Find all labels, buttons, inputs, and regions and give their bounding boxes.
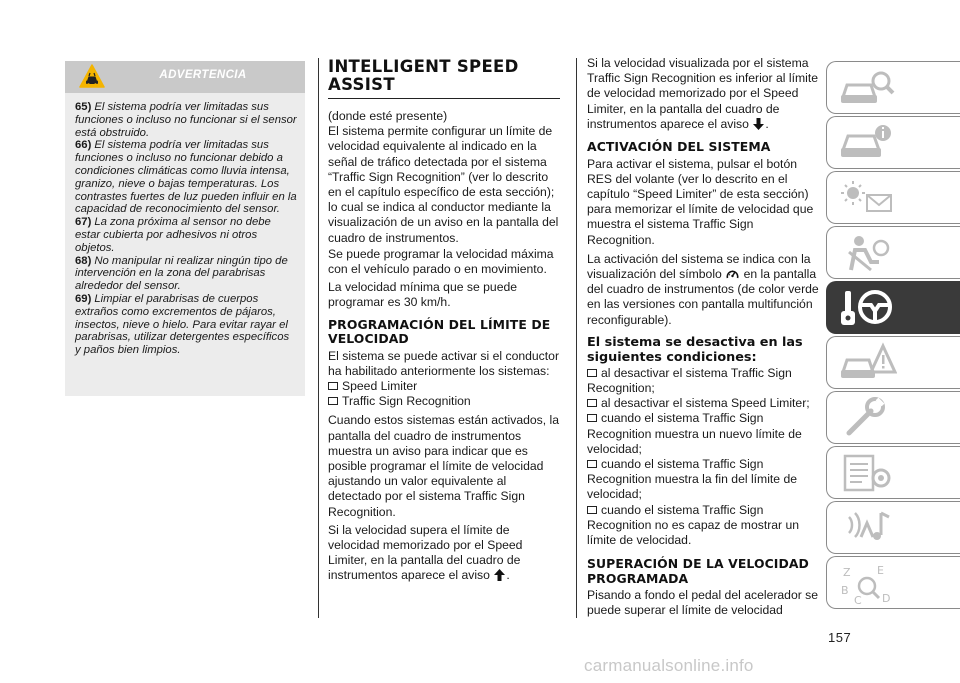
alphabetical-index-icon bbox=[837, 562, 897, 606]
warning-title: ADVERTENCIA bbox=[159, 69, 247, 81]
paragraph: Para activar el sistema, pulsar el botón RES del volante (ver lo descrito en el capítulo “Speed Limiter” de esta sección) para memorizar el límite de velocidad que muestra el sistema Traffic Sign Recognition. bbox=[587, 156, 814, 247]
paragraph: La velocidad mínima que se puede programar es 30 km/h. bbox=[328, 280, 518, 310]
warning-notes bbox=[65, 93, 305, 396]
list-item: Traffic Sign Recognition bbox=[328, 394, 560, 409]
paragraph: Pisando a fondo el pedal del acelerador se puede superar el límite de velocidad bbox=[587, 588, 819, 618]
title-underline bbox=[328, 98, 560, 99]
heading-superacion: SUPERACIÓN DE LA VELOCIDAD PROGRAMADA bbox=[587, 556, 809, 586]
heading-programacion: PROGRAMACIÓN DEL LÍMITE DE VELOCIDAD bbox=[328, 316, 551, 347]
key-steering-wheel-icon bbox=[837, 287, 897, 329]
warning-note: 67) La zona próxima al sensor no debe estar cubierta por adhesivos ni otros objetos. bbox=[75, 216, 271, 254]
list-item: cuando el sistema Traffic Sign Recognition no es capaz de mostrar un límite de velocidad. bbox=[587, 502, 800, 547]
svg-text:D: D bbox=[882, 592, 891, 605]
paragraph: Se puede programar la velocidad máxima con el vehículo parado o en movimiento. bbox=[328, 246, 554, 277]
page-number: 157 bbox=[828, 630, 852, 645]
bullet-box-icon bbox=[587, 414, 597, 422]
list-item: al desactivar el sistema Traffic Sign Recognition; bbox=[587, 365, 792, 395]
list-item: al desactivar el sistema Speed Limiter; bbox=[587, 396, 819, 411]
warning-header bbox=[65, 61, 305, 93]
lights-mail-icon bbox=[837, 177, 897, 219]
bullet-box-icon bbox=[587, 506, 597, 514]
paragraph: (donde esté presente) bbox=[328, 109, 448, 123]
warning-note: 66) El sistema podría ver limitadas sus funciones o incluso no funcionar debido a condiciones climáticas como lluvia intensa, granizo, nieve o bajas temperaturas. Los contrastes fuertes de luz pueden influir en la capacidad de reconocimiento del sensor. bbox=[75, 139, 297, 216]
chapter-tab-emergency[interactable] bbox=[826, 336, 960, 389]
warning-note: 68) No manipular ni realizar ningún tipo de intervención en la zona del parabrisas alrededor del sensor. bbox=[75, 254, 288, 293]
chapter-tab-specifications[interactable] bbox=[826, 446, 960, 499]
car-info-icon bbox=[837, 122, 897, 164]
list-item: cuando el sistema Traffic Sign Recognition muestra la fin del límite de velocidad; bbox=[587, 456, 798, 502]
heading-activacion: ACTIVACIÓN DEL SISTEMA bbox=[587, 139, 771, 155]
chapter-tab-car-info[interactable] bbox=[826, 116, 960, 169]
svg-text:Z: Z bbox=[843, 566, 851, 579]
airbag-seat-icon bbox=[837, 232, 897, 274]
svg-text:E: E bbox=[877, 564, 884, 577]
paragraph: Si la velocidad visualizada por el sistema Traffic Sign Recognition es inferior al límite de velocidad memorizado por el Speed Limiter, en la pantalla del cuadro de instrumentos aparece el aviso . bbox=[587, 56, 818, 131]
paragraph: El sistema permite configurar un límite de velocidad equivalente al indicado en la señal de tráfico detectada por el sistema “Traffic Sign Recognition” (ver lo descrito en el capítulo específico de esta sección); lo cual se indica al conductor mediante la visualización de un aviso en la pantalla del cuadro de instrumentos. bbox=[328, 124, 559, 245]
paragraph: El sistema se puede activar si el conductor ha habilitado anteriormente los sistemas: bbox=[328, 348, 559, 378]
chapter-tab-index[interactable] bbox=[826, 556, 960, 609]
chapter-tab-multimedia[interactable] bbox=[826, 501, 960, 554]
warning-note: 69) Limpiar el parabrisas de cuerpos extraños como excrementos de pájaros, insectos, nieve o hielo. Para evitar rayar el parabrisas, utilizar detergentes específicos y paños bien limpios. bbox=[75, 292, 290, 357]
column-activation bbox=[587, 56, 819, 619]
bullet-box-icon bbox=[587, 369, 597, 377]
car-search-icon bbox=[837, 67, 897, 109]
specifications-icon bbox=[837, 452, 897, 494]
multimedia-icon bbox=[837, 507, 897, 549]
column-divider bbox=[318, 58, 319, 618]
column-divider bbox=[576, 58, 577, 618]
section-title: INTELLIGENT SPEED ASSIST bbox=[328, 57, 519, 94]
chapter-tab-lights[interactable] bbox=[826, 171, 960, 224]
paragraph: Si la velocidad supera el límite de velocidad memorizado por el Speed Limiter, en la pantalla del cuadro de instrumentos aparece el aviso . bbox=[328, 522, 523, 583]
arrow-down-icon bbox=[753, 118, 764, 130]
bullet-box-icon bbox=[587, 399, 597, 407]
paragraph: La activación del sistema se indica con la visualización del símbolo en la pantalla del cuadro de instrumentos (de color verde en las versiones con pantalla multifunción reconfigurable). bbox=[587, 251, 819, 327]
list-item: Speed Limiter bbox=[328, 379, 560, 394]
chapter-tab-safety[interactable] bbox=[826, 226, 960, 279]
watermark: carmanualsonline.info bbox=[584, 656, 754, 675]
chapter-tab-car-search[interactable] bbox=[826, 61, 960, 114]
svg-text:C: C bbox=[854, 594, 862, 606]
bullet-box-icon bbox=[328, 382, 338, 390]
speed-limit-active-icon bbox=[726, 268, 739, 280]
paragraph: Cuando estos sistemas están activados, la pantalla del cuadro de instrumentos muestra un aviso para indicar que es posible programar el límite de velocidad ajustando un valor equivalente al detectado por el sistema Traffic Sign Recognition. bbox=[328, 413, 560, 519]
svg-text:B: B bbox=[841, 584, 849, 597]
bullet-box-icon bbox=[587, 460, 597, 468]
list-item: cuando el sistema Traffic Sign Recognition muestra un nuevo límite de velocidad; bbox=[587, 411, 802, 456]
warning-note: 65) El sistema podría ver limitadas sus funciones o incluso no funcionar si el sensor está obstruido. bbox=[75, 101, 297, 139]
chapter-tab-starting-driving[interactable] bbox=[826, 281, 960, 334]
heading-desactivacion: El sistema se desactiva en las siguientes condiciones: bbox=[587, 334, 803, 365]
bullet-box-icon bbox=[328, 397, 338, 405]
chapter-tab-maintenance[interactable] bbox=[826, 391, 960, 444]
arrow-up-icon bbox=[494, 569, 505, 581]
car-warning-icon bbox=[837, 342, 897, 384]
wrench-icon bbox=[837, 397, 897, 439]
column-intelligent-speed-assist bbox=[328, 58, 560, 584]
